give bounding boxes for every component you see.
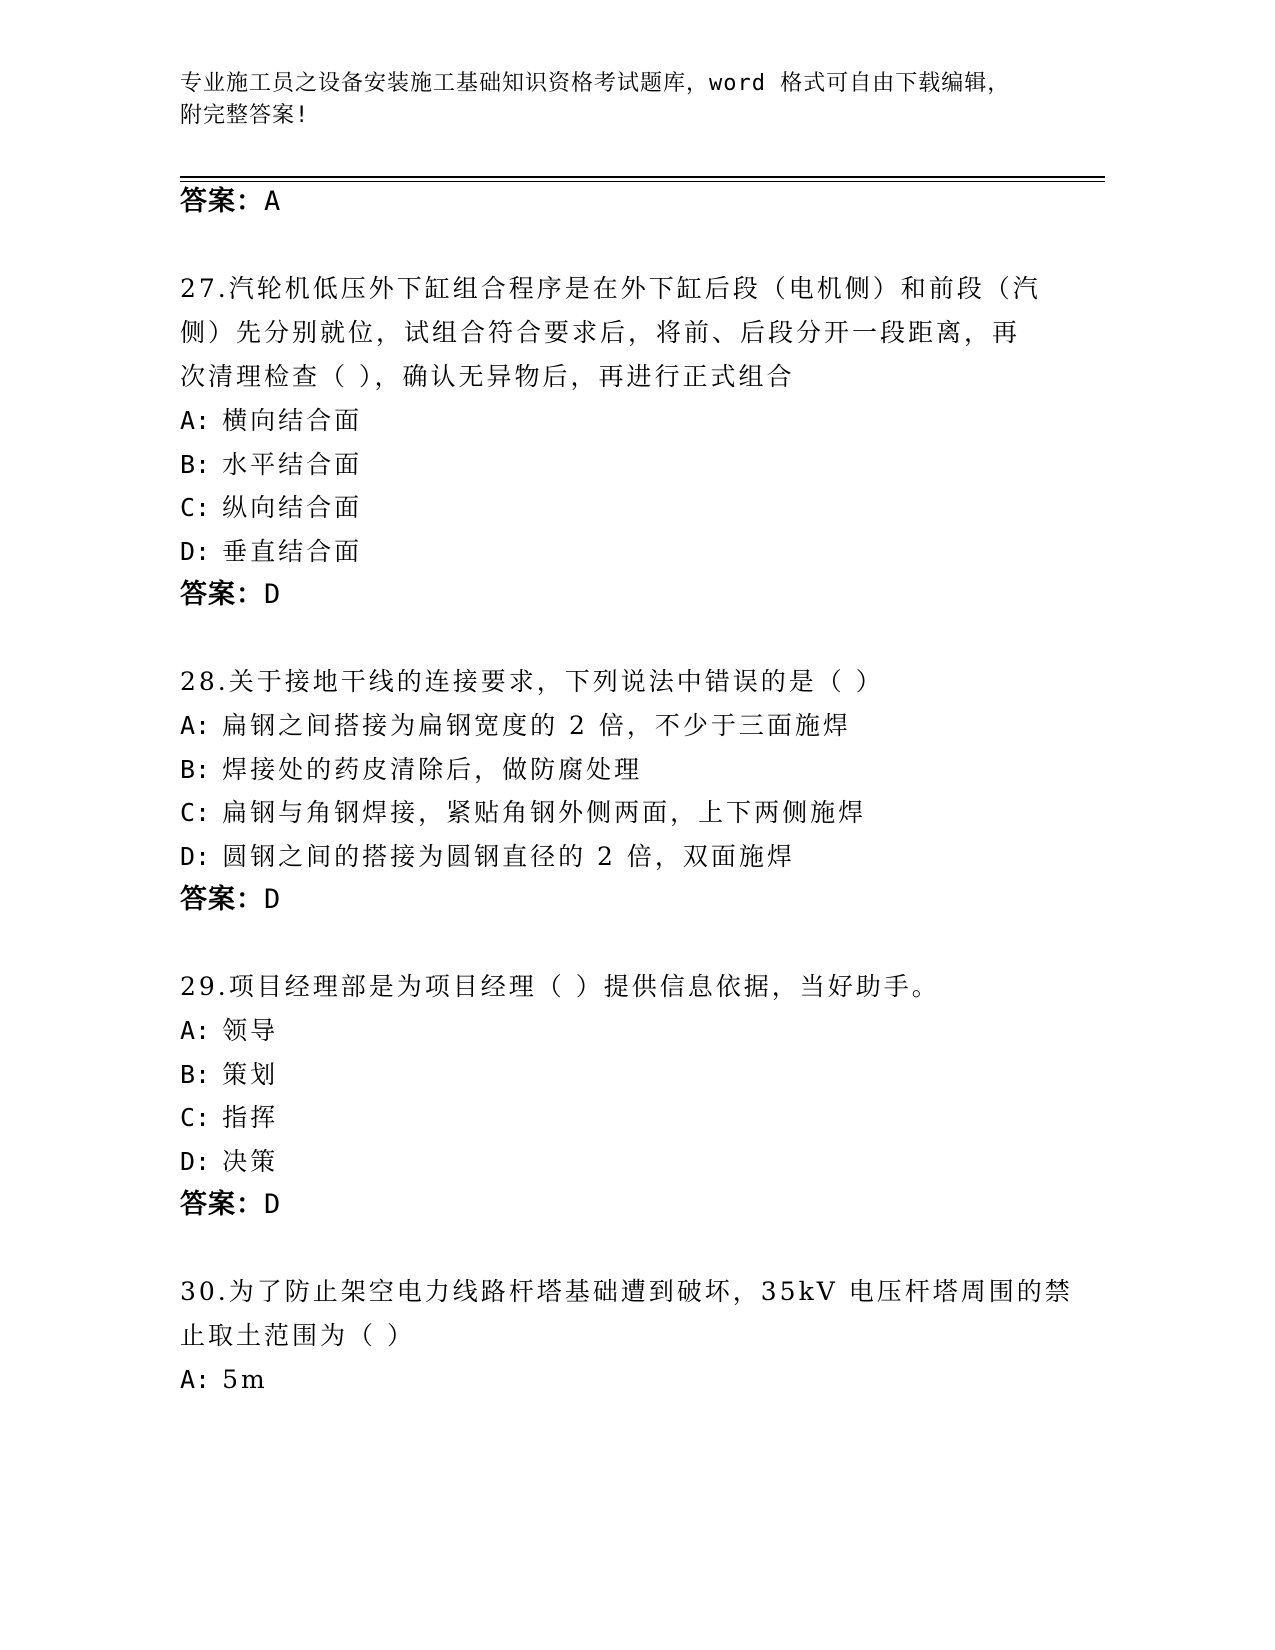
page-header [180, 68, 1080, 132]
question-30 [180, 1270, 1080, 1402]
option-text: 垂直结合面 [222, 536, 363, 566]
option-letter: A: [180, 1016, 211, 1045]
option-c [180, 1096, 1080, 1140]
option-text: 领导 [222, 1016, 279, 1045]
option-text: 策划 [222, 1059, 279, 1089]
option-letter: B: [180, 754, 211, 784]
answer-line [180, 1183, 1080, 1227]
option-text: 焊接处的药皮清除后，做防腐处理 [222, 754, 643, 784]
option-letter: D: [180, 536, 211, 566]
answer-line [180, 573, 1080, 617]
question-text: 30.为了防止架空电力线路杆塔基础遭到破坏，35kV 电压杆塔周围的禁 [180, 1277, 1073, 1306]
option-c [180, 486, 1080, 530]
answer-label: 答案： [180, 186, 264, 217]
option-a [180, 1009, 1080, 1053]
answer-line [180, 878, 1080, 922]
option-text: 5m [222, 1365, 268, 1394]
answer-value: A [264, 186, 282, 217]
option-text: 水平结合面 [222, 449, 363, 479]
question-text: 28.关于接地干线的连接要求，下列说法中错误的是（ ） [180, 667, 884, 696]
question-28 [180, 660, 1080, 922]
question-text: 27.汽轮机低压外下缸组合程序是在外下缸后段（电机侧）和前段（汽 [180, 274, 1041, 303]
answer-value: D [264, 1189, 282, 1220]
option-b [180, 1053, 1080, 1097]
option-letter: D: [180, 841, 211, 871]
question-text: 侧）先分别就位，试组合符合要求后，将前、后段分开一段距离，再 [180, 318, 1021, 347]
option-d [180, 530, 1080, 574]
option-b [180, 748, 1080, 792]
option-text: 指挥 [222, 1103, 279, 1132]
option-letter: A: [180, 1365, 211, 1394]
option-d [180, 1140, 1080, 1184]
option-letter: A: [180, 406, 211, 435]
option-a [180, 1358, 1080, 1402]
option-text: 纵向结合面 [222, 493, 363, 522]
answer-value: D [264, 884, 282, 915]
question-27 [180, 267, 1080, 617]
option-letter: C: [180, 1103, 211, 1132]
option-text: 横向结合面 [222, 406, 363, 435]
question-text: 29.项目经理部是为项目经理（ ）提供信息依据，当好助手。 [180, 972, 940, 1001]
option-text: 决策 [222, 1146, 279, 1176]
answer-label: 答案： [180, 579, 264, 610]
option-b [180, 443, 1080, 487]
option-a [180, 704, 1080, 748]
header-rule-thick [180, 176, 1105, 178]
option-text: 扁钢之间搭接为扁钢宽度的 2 倍，不少于三面施焊 [222, 711, 851, 740]
option-letter: C: [180, 798, 211, 827]
option-letter: A: [180, 711, 211, 740]
option-a [180, 399, 1080, 443]
answer-line [180, 180, 1080, 224]
header-line: 附完整答案! [180, 103, 310, 128]
option-letter: D: [180, 1146, 211, 1176]
option-letter: B: [180, 1059, 211, 1089]
answer-label: 答案： [180, 884, 264, 915]
option-text: 扁钢与角钢焊接，紧贴角钢外侧两面，上下两侧施焊 [222, 798, 867, 827]
question-text: 次清理检查（ ），确认无异物后，再进行正式组合 [180, 362, 795, 391]
option-d [180, 835, 1080, 879]
option-letter: B: [180, 449, 211, 479]
option-c [180, 791, 1080, 835]
question-text: 止取土范围为（ ） [180, 1321, 415, 1350]
option-letter: C: [180, 493, 211, 522]
question-list [180, 180, 1080, 1402]
answer-label: 答案： [180, 1189, 264, 1220]
answer-value: D [264, 579, 282, 610]
option-text: 圆钢之间的搭接为圆钢直径的 2 倍，双面施焊 [222, 841, 795, 871]
question-29 [180, 965, 1080, 1227]
header-line: 专业施工员之设备安装施工基础知识资格考试题库，word 格式可自由下载编辑， [180, 71, 1011, 96]
